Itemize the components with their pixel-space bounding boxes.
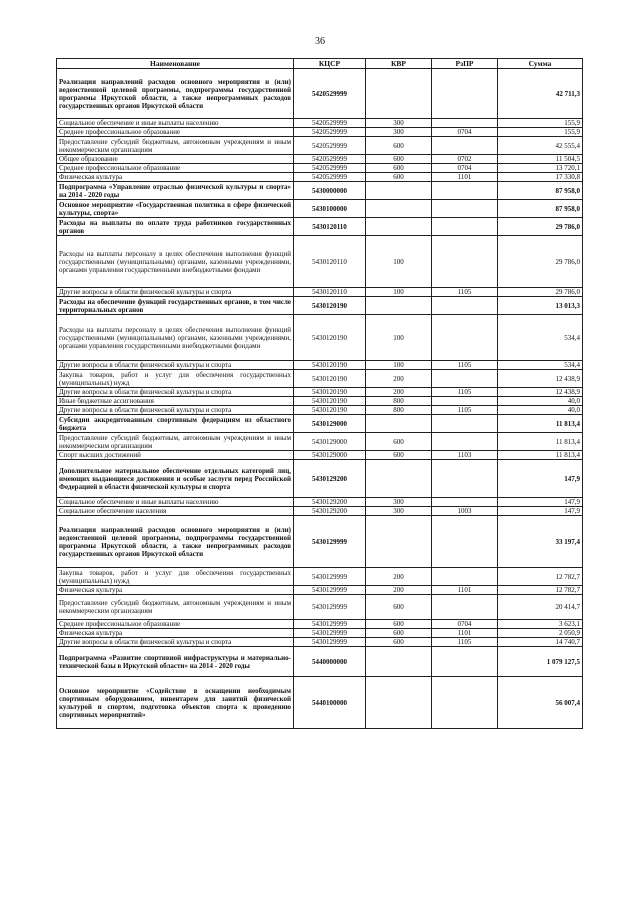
sum-cell: 12 782,7 [498, 568, 583, 586]
sum-cell: 42 711,3 [498, 69, 583, 119]
sum-cell: 14 740,7 [498, 638, 583, 647]
name-cell: Другие вопросы в области физической культуры и спорта [57, 288, 294, 297]
name-cell: Другие вопросы в области физической культуры и спорта [57, 638, 294, 647]
sum-cell: 12 438,9 [498, 388, 583, 397]
kvr-cell: 600 [366, 620, 432, 629]
name-cell: Расходы на выплаты персоналу в целях обеспечения выполнения функций государственными (муниципальными) органами, казенными учреждениями, органами управления государственными внебюджетными фондами [57, 315, 294, 361]
kvr-cell: 200 [366, 568, 432, 586]
sum-cell: 147,9 [498, 460, 583, 498]
kvr-cell: 100 [366, 361, 432, 370]
table-row [57, 370, 583, 388]
rzpr-cell [432, 182, 498, 200]
rzpr-cell [432, 200, 498, 218]
kvr-cell: 300 [366, 507, 432, 516]
sum-cell: 29 786,0 [498, 218, 583, 236]
rzpr-cell: 1105 [432, 388, 498, 397]
table-row [57, 173, 583, 182]
name-cell: Среднее профессиональное образование [57, 164, 294, 173]
rzpr-cell [432, 315, 498, 361]
kcsr-cell: 5420529999 [294, 119, 366, 128]
name-cell: Основное мероприятие «Государственная политика в сфере физической культуры, спорта» [57, 200, 294, 218]
rzpr-cell: 0704 [432, 128, 498, 137]
name-cell: Социальное обеспечение населения [57, 507, 294, 516]
kvr-cell [366, 677, 432, 729]
rzpr-cell [432, 568, 498, 586]
name-cell: Среднее профессиональное образование [57, 128, 294, 137]
header-rzpr: РзПР [432, 59, 498, 69]
kcsr-cell: 5430129200 [294, 507, 366, 516]
rzpr-cell: 0704 [432, 164, 498, 173]
rzpr-cell [432, 677, 498, 729]
kvr-cell: 200 [366, 586, 432, 595]
name-cell: Социальное обеспечение и иные выплаты населению [57, 119, 294, 128]
sum-cell: 12 438,9 [498, 370, 583, 388]
rzpr-cell: 1101 [432, 586, 498, 595]
page-number: 36 [315, 36, 325, 47]
name-cell: Подпрограмма «Управление отраслью физической культуры и спорта» на 2014 - 2020 годы [57, 182, 294, 200]
name-cell: Среднее профессиональное образование [57, 620, 294, 629]
kcsr-cell: 5430129999 [294, 516, 366, 568]
kvr-cell: 800 [366, 397, 432, 406]
table-row [57, 620, 583, 629]
name-cell: Спорт высших достижений [57, 451, 294, 460]
rzpr-cell [432, 460, 498, 498]
name-cell: Предоставление субсидий бюджетным, автономным учреждениям и иным некоммерческим организациям [57, 595, 294, 620]
rzpr-cell: 1105 [432, 638, 498, 647]
kcsr-cell: 5440100000 [294, 677, 366, 729]
kcsr-cell: 5440000000 [294, 647, 366, 677]
table-row [57, 629, 583, 638]
sum-cell: 12 782,7 [498, 586, 583, 595]
kcsr-cell: 5430129000 [294, 415, 366, 433]
kvr-cell: 600 [366, 638, 432, 647]
table-header-row [57, 59, 583, 69]
rzpr-cell: 1003 [432, 507, 498, 516]
rzpr-cell [432, 433, 498, 451]
kcsr-cell: 5420529999 [294, 173, 366, 182]
sum-cell: 11 813,4 [498, 433, 583, 451]
name-cell: Закупка товаров, работ и услуг для обеспечения государственных (муниципальных) нужд [57, 568, 294, 586]
name-cell: Закупка товаров, работ и услуг для обеспечения государственных (муниципальных) нужд [57, 370, 294, 388]
kvr-cell: 600 [366, 173, 432, 182]
kcsr-cell: 5430129999 [294, 568, 366, 586]
rzpr-cell: 1105 [432, 288, 498, 297]
table-row [57, 595, 583, 620]
table-row [57, 415, 583, 433]
sum-cell: 42 555,4 [498, 137, 583, 155]
kvr-cell: 200 [366, 388, 432, 397]
kvr-cell: 100 [366, 236, 432, 288]
name-cell: Реализация направлений расходов основного мероприятия и (или) ведомственной целевой программы, подпрограммы государственной программы Иркутской области, а также непрограммных расходов государственных органов Иркутской области [57, 516, 294, 568]
name-cell: Физическая культура [57, 586, 294, 595]
header-sum: Сумма [498, 59, 583, 69]
table-row [57, 388, 583, 397]
table-row [57, 498, 583, 507]
name-cell: Другие вопросы в области физической культуры и спорта [57, 406, 294, 415]
name-cell: Социальное обеспечение и иные выплаты населению [57, 498, 294, 507]
name-cell: Реализация направлений расходов основного мероприятия и (или) ведомственной целевой программы, подпрограммы государственной программы Иркутской области, а также непрограммных расходов государственных органов Иркутской области [57, 69, 294, 119]
name-cell: Иные бюджетные ассигнования [57, 397, 294, 406]
kcsr-cell: 5430120190 [294, 370, 366, 388]
kvr-cell [366, 297, 432, 315]
table-row [57, 128, 583, 137]
rzpr-cell [432, 397, 498, 406]
sum-cell: 13 720,1 [498, 164, 583, 173]
sum-cell: 87 958,0 [498, 182, 583, 200]
table-row [57, 119, 583, 128]
header-kcsr: КЦСР [294, 59, 366, 69]
kcsr-cell: 5420529999 [294, 155, 366, 164]
kcsr-cell: 5430129999 [294, 586, 366, 595]
rzpr-cell: 1105 [432, 361, 498, 370]
kvr-cell: 300 [366, 498, 432, 507]
kvr-cell: 100 [366, 288, 432, 297]
sum-cell: 147,9 [498, 498, 583, 507]
sum-cell: 11 504,5 [498, 155, 583, 164]
rzpr-cell [432, 370, 498, 388]
kvr-cell: 600 [366, 137, 432, 155]
name-cell: Дополнительное материальное обеспечение отдельных категорий лиц, имеющих выдающиеся достижения и особые заслуги перед Российской Федерацией в области физической культуры и спорта [57, 460, 294, 498]
name-cell: Расходы на выплаты персоналу в целях обеспечения выполнения функций государственными (муниципальными) органами, казенными учреждениями, органами управления государственными внебюджетными фондами [57, 236, 294, 288]
kcsr-cell: 5430000000 [294, 182, 366, 200]
sum-cell: 40,0 [498, 397, 583, 406]
kcsr-cell: 5430120110 [294, 218, 366, 236]
sum-cell: 56 007,4 [498, 677, 583, 729]
kcsr-cell: 5430120110 [294, 288, 366, 297]
table-row [57, 297, 583, 315]
sum-cell: 29 786,0 [498, 288, 583, 297]
kcsr-cell: 5430129999 [294, 620, 366, 629]
table-body [57, 69, 583, 729]
kcsr-cell: 5430120110 [294, 236, 366, 288]
kvr-cell [366, 69, 432, 119]
table-row [57, 397, 583, 406]
sum-cell: 2 050,9 [498, 629, 583, 638]
table-row [57, 647, 583, 677]
table-row [57, 451, 583, 460]
kcsr-cell: 5430129999 [294, 595, 366, 620]
table-row [57, 236, 583, 288]
kvr-cell: 200 [366, 370, 432, 388]
kvr-cell: 600 [366, 451, 432, 460]
name-cell: Общее образование [57, 155, 294, 164]
kvr-cell: 300 [366, 119, 432, 128]
kvr-cell [366, 415, 432, 433]
rzpr-cell [432, 69, 498, 119]
rzpr-cell [432, 415, 498, 433]
table-row [57, 361, 583, 370]
table-row [57, 155, 583, 164]
name-cell: Предоставление субсидий бюджетным, автономным учреждениям и иным некоммерческим организациям [57, 433, 294, 451]
table-row [57, 460, 583, 498]
name-cell: Расходы на выплаты по оплате труда работников государственных органов [57, 218, 294, 236]
budget-table [56, 58, 583, 729]
kvr-cell: 800 [366, 406, 432, 415]
rzpr-cell [432, 647, 498, 677]
sum-cell: 20 414,7 [498, 595, 583, 620]
rzpr-cell [432, 119, 498, 128]
kcsr-cell: 5430120190 [294, 406, 366, 415]
rzpr-cell [432, 137, 498, 155]
sum-cell: 11 813,4 [498, 451, 583, 460]
kcsr-cell: 5430120190 [294, 397, 366, 406]
table-row [57, 406, 583, 415]
kcsr-cell: 5430120190 [294, 388, 366, 397]
table-row [57, 677, 583, 729]
rzpr-cell [432, 498, 498, 507]
name-cell: Расходы на обеспечение функций государственных органов, в том числе территориальных органов [57, 297, 294, 315]
table-row [57, 164, 583, 173]
kcsr-cell: 5420529999 [294, 128, 366, 137]
table-row [57, 638, 583, 647]
rzpr-cell [432, 297, 498, 315]
sum-cell: 3 623,1 [498, 620, 583, 629]
kcsr-cell: 5430120190 [294, 315, 366, 361]
table-row [57, 137, 583, 155]
kvr-cell [366, 460, 432, 498]
table-row [57, 288, 583, 297]
sum-cell: 534,4 [498, 315, 583, 361]
sum-cell: 11 813,4 [498, 415, 583, 433]
rzpr-cell: 0702 [432, 155, 498, 164]
kvr-cell [366, 516, 432, 568]
kcsr-cell: 5420529999 [294, 69, 366, 119]
kcsr-cell: 5430129999 [294, 638, 366, 647]
table-row [57, 315, 583, 361]
sum-cell: 1 079 127,5 [498, 647, 583, 677]
sum-cell: 29 786,0 [498, 236, 583, 288]
name-cell: Субсидии аккредитованным спортивным федерациям из областного бюджета [57, 415, 294, 433]
kcsr-cell: 5430100000 [294, 200, 366, 218]
kcsr-cell: 5430129200 [294, 498, 366, 507]
table-row [57, 200, 583, 218]
kcsr-cell: 5430129200 [294, 460, 366, 498]
table-row [57, 433, 583, 451]
kvr-cell: 100 [366, 315, 432, 361]
rzpr-cell [432, 218, 498, 236]
rzpr-cell: 1101 [432, 173, 498, 182]
sum-cell: 17 330,8 [498, 173, 583, 182]
kcsr-cell: 5420529999 [294, 164, 366, 173]
kvr-cell: 600 [366, 629, 432, 638]
kcsr-cell: 5420529999 [294, 137, 366, 155]
kvr-cell [366, 647, 432, 677]
table-row [57, 507, 583, 516]
rzpr-cell [432, 516, 498, 568]
sum-cell: 147,9 [498, 507, 583, 516]
name-cell: Подпрограмма «Развитие спортивной инфраструктуры и материально- технической базы в Иркутской области» на 2014 - 2020 годы [57, 647, 294, 677]
kvr-cell: 600 [366, 595, 432, 620]
table-row [57, 182, 583, 200]
kvr-cell: 600 [366, 164, 432, 173]
sum-cell: 13 013,3 [498, 297, 583, 315]
table-row [57, 586, 583, 595]
name-cell: Физическая культура [57, 173, 294, 182]
kcsr-cell: 5430120190 [294, 297, 366, 315]
name-cell: Другие вопросы в области физической культуры и спорта [57, 361, 294, 370]
table-row [57, 69, 583, 119]
kvr-cell: 300 [366, 128, 432, 137]
name-cell: Основное мероприятие «Содействие в оснащении необходимым спортивным оборудованием, инвентарем для занятий физической культурой и спортом, подготовка объектов спорта к проведению спортивных мероприятий» [57, 677, 294, 729]
rzpr-cell: 0704 [432, 620, 498, 629]
rzpr-cell [432, 595, 498, 620]
rzpr-cell: 1101 [432, 629, 498, 638]
name-cell: Другие вопросы в области физической культуры и спорта [57, 388, 294, 397]
header-name: Наименование [57, 59, 294, 69]
rzpr-cell: 1105 [432, 406, 498, 415]
kvr-cell [366, 218, 432, 236]
kcsr-cell: 5430129000 [294, 433, 366, 451]
kcsr-cell: 5430129000 [294, 451, 366, 460]
rzpr-cell [432, 236, 498, 288]
name-cell: Предоставление субсидий бюджетным, автономным учреждениям и иным некоммерческим организациям [57, 137, 294, 155]
kvr-cell [366, 200, 432, 218]
table-row [57, 568, 583, 586]
sum-cell: 534,4 [498, 361, 583, 370]
kcsr-cell: 5430120190 [294, 361, 366, 370]
sum-cell: 87 958,0 [498, 200, 583, 218]
kcsr-cell: 5430129999 [294, 629, 366, 638]
sum-cell: 40,0 [498, 406, 583, 415]
table-row [57, 516, 583, 568]
sum-cell: 155,9 [498, 119, 583, 128]
kvr-cell: 600 [366, 155, 432, 164]
sum-cell: 155,9 [498, 128, 583, 137]
rzpr-cell: 1103 [432, 451, 498, 460]
kvr-cell: 600 [366, 433, 432, 451]
header-kvr: КВР [366, 59, 432, 69]
table-row [57, 218, 583, 236]
kvr-cell [366, 182, 432, 200]
sum-cell: 33 197,4 [498, 516, 583, 568]
name-cell: Физическая культура [57, 629, 294, 638]
